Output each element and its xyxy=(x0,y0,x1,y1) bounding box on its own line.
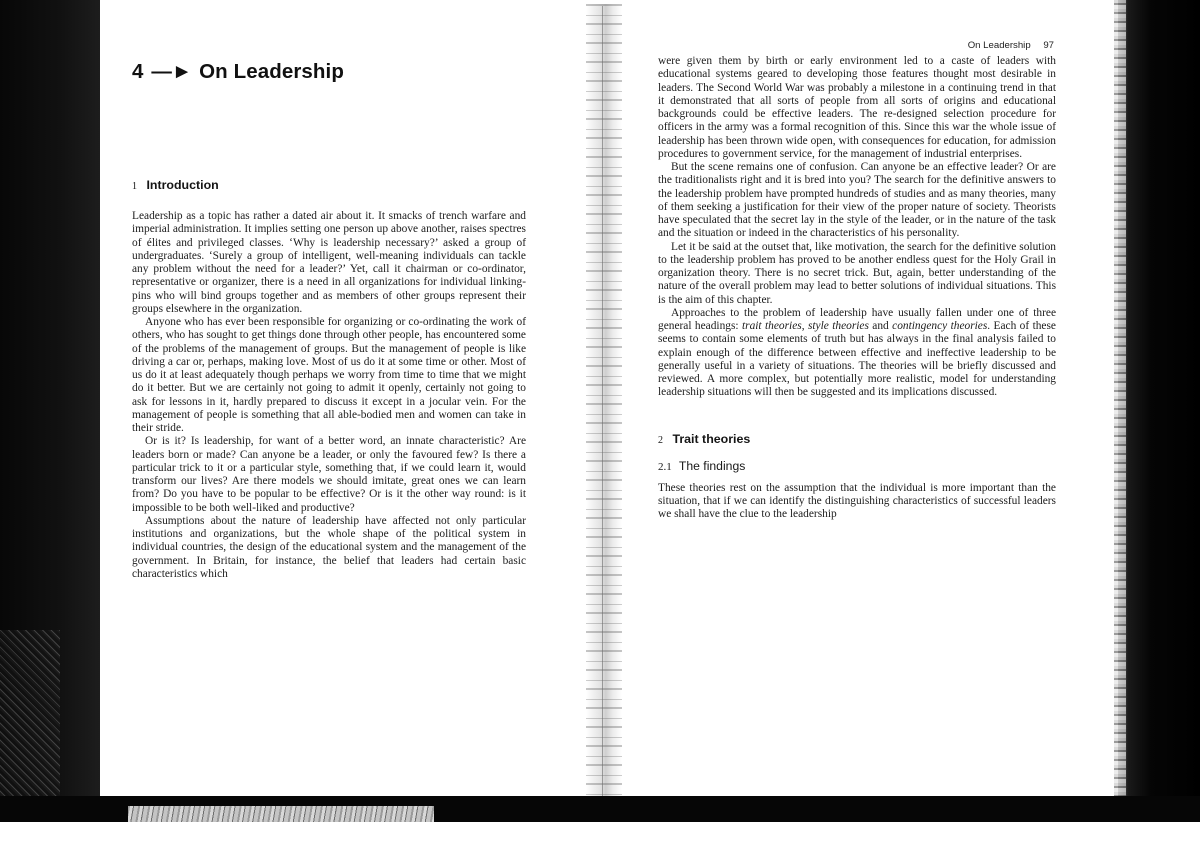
term-trait-theories: trait theories xyxy=(741,320,802,332)
chapter-number: 4 xyxy=(132,60,144,83)
paragraph-approaches xyxy=(658,307,1056,400)
section-heading-introduction xyxy=(132,178,526,192)
chapter-title-text: On Leadership xyxy=(199,60,344,83)
section-number: 1 xyxy=(132,181,137,192)
text-run: . Each of these seems to contain some elements of truth but has always in the final analysis failed to explain enough of the difference between effective and ineffective leadership to be generally useful in a variety of situations. The theories will be briefly discussed and reviewed. A more complex, but potentially more realistic, model for understanding leadership situations will then be suggested and its implications discussed. xyxy=(658,320,1056,399)
section-title: Introduction xyxy=(146,178,219,192)
section-title: Trait theories xyxy=(672,431,751,446)
subsection-title: The findings xyxy=(678,458,746,473)
subsection-number: 2.1 xyxy=(658,460,672,473)
paragraph: were given them by birth or early environment led to a caste of leaders with educational systems geared to developing those features thought most desirable in leaders. The Second World War was probably a milestone in a continuing trend in that it demonstrated that all sorts of people from all sorts of origins and educational backgrounds could be effective leaders. The re-designed selection procedure for officers in the army was a formal recognition of this. Since this war the whole issue of leadership has been thrown wide open, with consequences for education, for admission procedures to government service, for the management of industrial enterprises. xyxy=(658,55,1056,160)
paragraph: Anyone who has ever been responsible for organizing or co-ordinating the work of others, who has sought to get things done through other people, has encountered some of the problems of the management of groups. But the management of people is like driving a car or, perhaps, making love. Most of us do it at some time or other. Most of us do it at least adequately though perhaps we worry from time to time that we might do it better. But we are certainly not going to admit it openly, certainly not going to ask for lessons in it, hardly prepared to discuss it except in a jocular vein. For the management of people is something that all able-bodied men and women can take in their stride. xyxy=(132,316,526,434)
left-page xyxy=(132,50,526,581)
scan-noise-bottom xyxy=(128,806,434,822)
text-run: Approaches to the problem of leadership have usually fallen under one of three general headings: xyxy=(658,306,1056,332)
section-number: 2 xyxy=(658,434,663,446)
running-head xyxy=(658,40,1054,51)
chapter-arrow-icon: —► xyxy=(151,60,193,83)
scan-noise-left xyxy=(0,630,60,820)
section-heading-trait-theories xyxy=(658,432,1056,446)
term-style-theories: style theories xyxy=(807,320,869,332)
paragraph: These theories rest on the assumption that the individual is more important than the situation, that if we can identify the distinguishing characteristics of successful leaders we shall have the clue to the leadership xyxy=(658,481,1056,520)
paragraph: Or is it? Is leadership, for want of a better word, an innate characteristic? Are leaders born or made? Can anyone be a leader, or only the favoured few? Is there a particular trick to it or a particular style, something that, if we could learn it, would transform our lives? Are there models we should imitate, great ones we can learn from? Do you have to be popular to be effective? Or is it the other way round: is it impossible to be both well-liked and productive? xyxy=(132,435,526,514)
paragraph: Let it be said at the outset that, like motivation, the search for the definitive solution to the leadership problem has proved to be another endless quest for the Holy Grail in organization theory. There is no secret trick. But, again, better understanding of the nature of the overall problem may lead to better solutions of individual situations. This is the aim of this chapter. xyxy=(658,240,1056,306)
page-number: 97 xyxy=(1043,40,1054,51)
term-contingency-theories: contingency theories xyxy=(892,320,988,332)
chapter-title xyxy=(132,60,526,84)
running-head-title: On Leadership xyxy=(967,40,1031,51)
book-gutter xyxy=(586,4,622,796)
text-run: , xyxy=(801,320,808,332)
paragraph: But the scene remains one of confusion. Can anyone be an effective leader? Or are the traditionalists right and it is bred into you? The search for the definitive answers to the leadership problem have prompted hundreds of studies and as many theories, many of them seeking a justification for their view of the proper nature of society. Theorists have speculated that the secret lay in the style of the leader, or in the nature of the task and the situation or indeed in the characteristics of his personality. xyxy=(658,161,1056,240)
paragraph: Leadership as a topic has rather a dated air about it. It smacks of trench warfare and imperial administration. It implies setting one person up above another, raises spectres of élites and privileged classes. ‘Why is leadership necessary?’ asked a group of undergraduates. ‘Surely a group of intelligent, well-meaning individuals can tackle any problem without the need for a leader?’ Yet, call it chairman or co-ordinator, representative or organizer, there is a need in all organizations for individual linking-pins who will bind groups together and as members of other groups represent their groups elsewhere in the organization. xyxy=(132,210,526,315)
paragraph: Assumptions about the nature of leadership have affected not only particular institutions and organizations, but the whole shape of the political system in individual countries, the design of the educational system and the management of the government. In Britain, for instance, the belief that leaders had certain basic characteristics which xyxy=(132,514,526,580)
scan-noise-right xyxy=(1114,0,1126,822)
text-run: and xyxy=(868,320,893,332)
scan-shadow-right xyxy=(1118,0,1200,822)
subsection-heading-findings xyxy=(658,459,1056,473)
right-page xyxy=(658,40,1056,521)
gutter-fold-line xyxy=(602,6,603,796)
